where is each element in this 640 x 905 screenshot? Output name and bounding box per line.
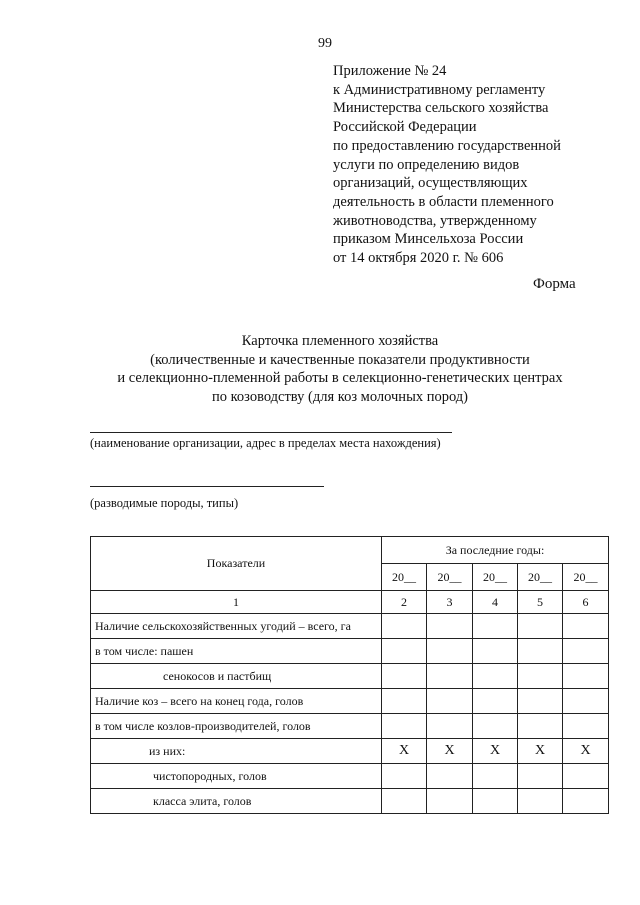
value-cell[interactable]	[563, 764, 609, 789]
appendix-line: к Административному регламенту	[333, 81, 546, 98]
value-cell[interactable]	[518, 689, 563, 714]
value-cell[interactable]	[518, 639, 563, 664]
appendix-line: животноводства, утвержденному	[333, 212, 537, 229]
title-line: Карточка племенного хозяйства	[241, 333, 439, 349]
value-cell[interactable]	[382, 614, 427, 639]
value-cell[interactable]	[427, 639, 473, 664]
table-row	[91, 739, 609, 764]
page-number: 99	[318, 36, 332, 51]
year-cell[interactable]: 20__	[518, 564, 563, 591]
value-cell[interactable]	[473, 714, 518, 739]
appendix-line: услуги по определению видов	[333, 156, 520, 173]
appendix-line: деятельность в области племенного	[333, 193, 554, 210]
table-row	[91, 614, 609, 639]
x-mark: X	[563, 739, 609, 764]
document-title	[90, 332, 590, 406]
row-label: чистопородных, голов	[91, 764, 382, 789]
row-label: в том числе козлов-производителей, голов	[91, 714, 382, 739]
table-row	[91, 689, 609, 714]
header-indicators: Показатели	[91, 537, 382, 591]
value-cell[interactable]	[427, 689, 473, 714]
table-row	[91, 789, 609, 814]
value-cell[interactable]	[563, 664, 609, 689]
column-number: 6	[563, 591, 609, 614]
table-row	[91, 714, 609, 739]
appendix-header	[333, 62, 633, 268]
value-cell[interactable]	[518, 789, 563, 814]
organization-fill-line[interactable]	[90, 432, 452, 433]
value-cell[interactable]	[382, 789, 427, 814]
value-cell[interactable]	[563, 614, 609, 639]
value-cell[interactable]	[427, 714, 473, 739]
row-label: сенокосов и пастбищ	[91, 664, 382, 689]
appendix-line: приказом Минсельхоза России	[333, 231, 524, 248]
value-cell[interactable]	[382, 714, 427, 739]
breeds-caption: (разводимые породы, типы)	[90, 496, 239, 510]
column-number: 3	[427, 591, 473, 614]
form-label: Форма	[533, 276, 576, 292]
appendix-line: Российской Федерации	[333, 119, 477, 136]
value-cell[interactable]	[518, 714, 563, 739]
value-cell[interactable]	[382, 664, 427, 689]
value-cell[interactable]	[518, 664, 563, 689]
organization-caption: (наименование организации, адрес в пределах места нахождения)	[90, 436, 441, 450]
header-years: За последние годы:	[382, 537, 609, 564]
appendix-line: от 14 октября 2020 г. № 606	[333, 250, 504, 267]
row-label: из них:	[91, 739, 382, 764]
column-number: 4	[473, 591, 518, 614]
column-number: 2	[382, 591, 427, 614]
x-mark: X	[473, 739, 518, 764]
row-label: Наличие коз – всего на конец года, голов	[91, 689, 382, 714]
table-row	[91, 639, 609, 664]
indicators-table	[90, 536, 609, 814]
x-mark: X	[518, 739, 563, 764]
value-cell[interactable]	[473, 639, 518, 664]
value-cell[interactable]	[427, 664, 473, 689]
x-mark: X	[382, 739, 427, 764]
table-row	[91, 764, 609, 789]
column-number: 5	[518, 591, 563, 614]
title-line: по козоводству (для коз молочных пород)	[211, 388, 468, 405]
title-line: (количественные и качественные показатели продуктивности	[150, 351, 530, 368]
value-cell[interactable]	[473, 614, 518, 639]
breeds-fill-line[interactable]	[90, 486, 324, 487]
value-cell[interactable]	[473, 789, 518, 814]
value-cell[interactable]	[427, 764, 473, 789]
value-cell[interactable]	[563, 639, 609, 664]
row-label: в том числе: пашен	[91, 639, 382, 664]
value-cell[interactable]	[427, 614, 473, 639]
value-cell[interactable]	[518, 764, 563, 789]
year-cell[interactable]: 20__	[427, 564, 473, 591]
value-cell[interactable]	[473, 764, 518, 789]
appendix-line: по предоставлению государственной	[333, 137, 561, 154]
year-cell[interactable]: 20__	[473, 564, 518, 591]
value-cell[interactable]	[518, 614, 563, 639]
year-cell[interactable]: 20__	[382, 564, 427, 591]
value-cell[interactable]	[473, 689, 518, 714]
value-cell[interactable]	[563, 689, 609, 714]
appendix-line: организаций, осуществляющих	[333, 175, 528, 192]
value-cell[interactable]	[427, 789, 473, 814]
value-cell[interactable]	[473, 664, 518, 689]
value-cell[interactable]	[563, 789, 609, 814]
table-row	[91, 664, 609, 689]
appendix-line: Приложение № 24	[333, 63, 447, 79]
row-label: Наличие сельскохозяйственных угодий – всего, га	[91, 614, 382, 639]
x-mark: X	[427, 739, 473, 764]
appendix-line: Министерства сельского хозяйства	[333, 100, 549, 117]
row-label: класса элита, голов	[91, 789, 382, 814]
value-cell[interactable]	[382, 689, 427, 714]
value-cell[interactable]	[382, 764, 427, 789]
title-line: и селекционно-племенной работы в селекционно-генетических центрах	[117, 370, 563, 386]
column-number: 1	[91, 591, 382, 614]
year-cell[interactable]: 20__	[563, 564, 609, 591]
value-cell[interactable]	[563, 714, 609, 739]
value-cell[interactable]	[382, 639, 427, 664]
